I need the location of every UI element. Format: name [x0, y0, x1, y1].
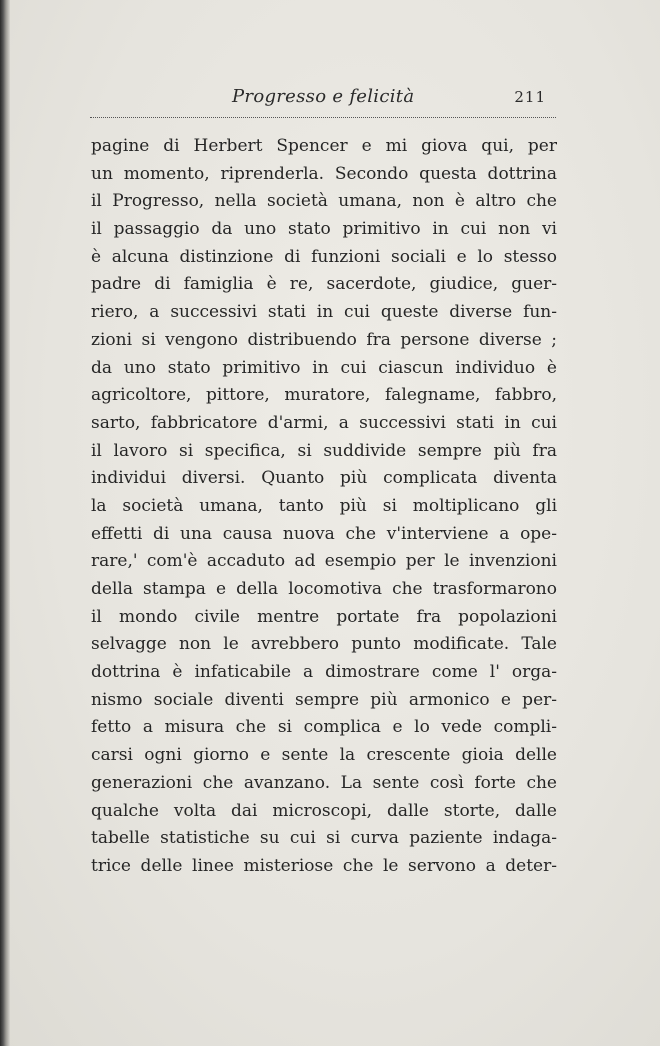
running-title: Progresso e felicità	[232, 86, 415, 107]
header-rule	[90, 117, 556, 118]
text-line: agricoltore, pittore, muratore, falegname, fabbro,	[91, 385, 557, 406]
body-text	[91, 133, 557, 881]
text-line: sarto, fabbricatore d'armi, a successivi stati in cui	[91, 412, 557, 433]
text-line: effetti di una causa nuova che v'interviene a ope-	[91, 523, 557, 544]
text-line: da uno stato primitivo in cui ciascun individuo è	[91, 357, 557, 378]
text-line: della stampa e della locomotiva che trasformarono	[91, 579, 557, 599]
text-line: pagine di Herbert Spencer e mi giova qui, per	[91, 136, 557, 156]
text-line: la società umana, tanto più si moltiplicano gli	[91, 495, 557, 516]
book-spine-edge	[0, 0, 10, 1046]
text-line: riero, a successivi stati in cui queste diverse fun-	[91, 302, 557, 323]
text-line: individui diversi. Quanto più complicata diventa	[91, 468, 557, 489]
text-line: trice delle linee misteriose che le servono a deter-	[91, 855, 557, 876]
text-line: zioni si vengono distribuendo fra persone diverse ;	[91, 329, 557, 350]
text-line: è alcuna distinzione di funzioni sociali e lo stesso	[91, 246, 557, 267]
text-line: padre di famiglia è re, sacerdote, giudice, guer-	[91, 274, 557, 295]
text-line: il passaggio da uno stato primitivo in cui non vi	[91, 219, 557, 240]
text-line: carsi ogni giorno e sente la crescente gioia delle	[91, 745, 557, 766]
text-line: selvagge non le avrebbero punto modificate. Tale	[91, 634, 557, 655]
text-line: fetto a misura che si complica e lo vede compli-	[91, 717, 557, 738]
text-line: un momento, riprenderla. Secondo questa dottrina	[91, 163, 557, 184]
page-number: 211	[514, 88, 546, 106]
running-header	[90, 86, 556, 116]
text-line: tabelle statistiche su cui si curva paziente indaga-	[91, 828, 557, 849]
text-line: dottrina è infaticabile a dimostrare come l' orga-	[91, 662, 557, 683]
text-line: il Progresso, nella società umana, non è altro che	[91, 191, 557, 212]
text-line: rare,' com'è accaduto ad esempio per le invenzioni	[91, 551, 557, 572]
text-line: il mondo civile mentre portate fra popolazioni	[91, 606, 557, 627]
text-line: nismo sociale diventi sempre più armonico e per-	[91, 689, 557, 710]
text-line: qualche volta dai microscopi, dalle storte, dalle	[91, 800, 557, 821]
text-line: generazioni che avanzano. La sente così forte che	[91, 772, 557, 793]
text-line: il lavoro si specifica, si suddivide sempre più fra	[91, 440, 557, 461]
